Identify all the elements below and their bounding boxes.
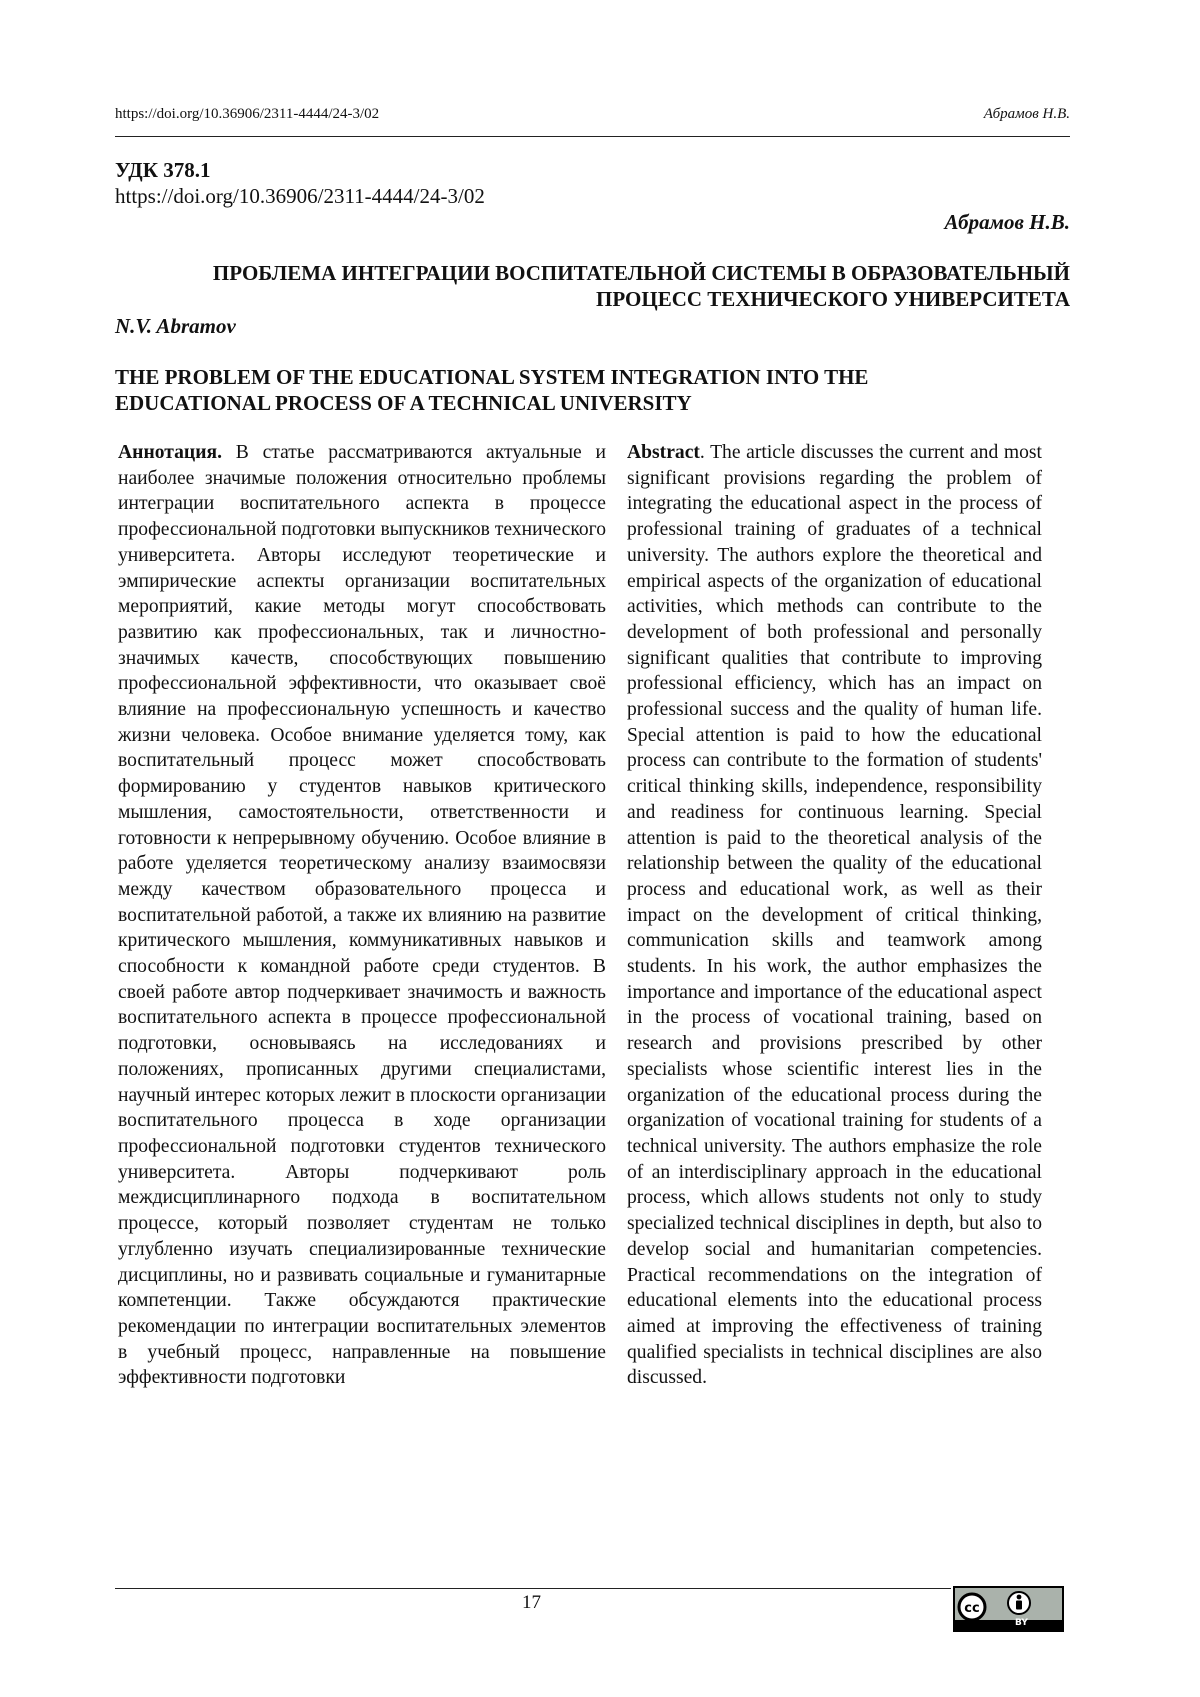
title-en-line-2: EDUCATIONAL PROCESS OF A TECHNICAL UNIVERSITY xyxy=(115,391,692,415)
badge-by-label: BY xyxy=(1015,1618,1028,1628)
abstract-ru xyxy=(118,440,606,1391)
udk-code: УДК 378.1 xyxy=(115,158,211,182)
article-doi: https://doi.org/10.36906/2311-4444/24-3/02 xyxy=(115,184,485,208)
svg-text:cc: cc xyxy=(964,1601,980,1616)
title-ru-line-2: ПРОЦЕСС ТЕХНИЧЕСКОГО УНИВЕРСИТЕТА xyxy=(595,287,1070,311)
abstract-ru-text: В статье рассматриваются актуальные и наиболее значимые положения относительно проблемы интеграции воспитательного аспекта в процессе профессиональной подготовки выпускников технического университета. Авторы исследуют теоретические и эмпирические аспекты организации воспитательных мероприятий, какие методы могут способствовать развитию как профессиональных, так и личностно-значимых качеств, способствующих повышению профессиональной эффективности, что оказывает своё влияние на профессиональную успешность и качество жизни человека. Особое внимание уделяется тому, как воспитательный процесс может способствовать формированию у студентов навыков критического мышления, самостоятельности, ответственности и готовности к непрерывному обучению. Особое влияние в работе уделяется теоретическому анализу взаимосвязи между качеством образовательного процесса и воспитательной работой, а также их влиянию на развитие критического мышления, коммуникативных навыков и способности к командной работе среди студентов. В своей работе автор подчеркивает значимость и важность воспитательного аспекта в процессе профессиональной подготовки, основываясь на исследованиях и положениях, прописанных другими специалистами, научный интерес которых лежит в плоскости организации воспитательного процесса в ходе организации профессиональной подготовки студентов технического университета. Авторы подчеркивают роль междисциплинарного подхода в воспитательном процессе, который позволяет студентам не только углубленно изучать специализированные технические дисциплины, но и развивать социальные и гуманитарные компетенции. Также обсуждаются практические рекомендации по интеграции воспитательных элементов в учебный процесс, направленные на повышение эффективности подготовки xyxy=(118,442,606,1389)
header-author: Абрамов Н.В. xyxy=(983,106,1070,122)
abstract-ru-label: Аннотация. xyxy=(118,442,223,463)
abstract-en-label: Abstract xyxy=(627,442,700,463)
author-en: N.V. Abramov xyxy=(115,314,236,338)
abstract-en xyxy=(627,440,1042,1391)
author-ru: Абрамов Н.В. xyxy=(944,210,1070,234)
abstract-en-text: . The article discusses the current and most significant provisions regarding the problem of integrating the educational aspect in the process of professional training of graduates of a technical university. The authors explore the theoretical and empirical aspects of the organization of educational activities, which methods can contribute to the development of both professional and personally significant qualities that contribute to improving professional efficiency, which has an impact on professional success and the quality of human life. Special attention is paid to how the educational process can contribute to the formation of students' critical thinking skills, independence, responsibility and readiness for continuous learning. Special attention is paid to the theoretical analysis of the relationship between the quality of the educational process and educational work, as well as their impact on the development of critical thinking, communication skills and teamwork among students. In his work, the author emphasizes the importance and importance of the educational aspect in the process of vocational training, based on research and provisions prescribed by other specialists whose scientific interest lies in the organization of the educational process during the organization of vocational training for students of a technical university. The authors emphasize the role of an interdisciplinary approach in the educational process, which allows students not only to study specialized technical disciplines in depth, but also to develop social and humanitarian competencies. Practical recommendations on the integration of educational elements into the educational process aimed at improving the effectiveness of training qualified specialists in technical disciplines are also discussed. xyxy=(627,442,1042,1389)
title-ru-line-1: ПРОБЛЕМА ИНТЕГРАЦИИ ВОСПИТАТЕЛЬНОЙ СИСТЕМЫ В ОБРАЗОВАТЕЛЬНЫЙ xyxy=(212,261,1070,285)
page-number: 17 xyxy=(522,1592,541,1613)
title-en-line-1: THE PROBLEM OF THE EDUCATIONAL SYSTEM INTEGRATION INTO THE xyxy=(115,365,869,389)
title-en xyxy=(115,364,1070,416)
cc-by-license-badge xyxy=(953,1586,1064,1632)
running-header xyxy=(115,100,1070,137)
header-doi: https://doi.org/10.36906/2311-4444/24-3/02 xyxy=(115,106,380,122)
cc-by-icons xyxy=(955,1588,1062,1620)
title-ru xyxy=(115,260,1070,312)
footer-divider xyxy=(115,1588,951,1589)
